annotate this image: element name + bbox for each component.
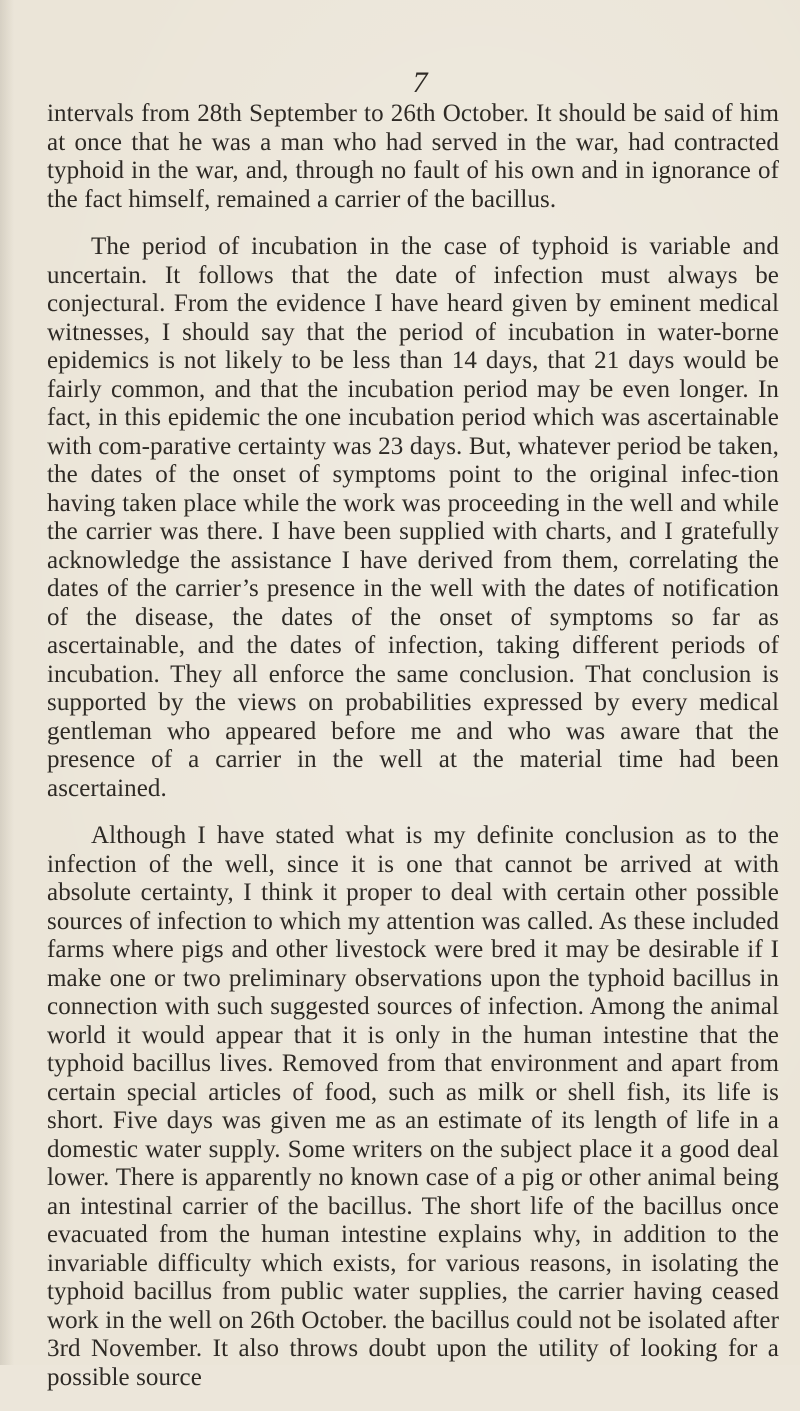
paragraph-2: The period of incubation in the case of typhoid is variable and uncertain. It follows that the date of infection must always be conjectural. From the evidence I have heard given by eminent medical witnesses, I should say that the period of incubation in water-borne epidemics is not likely to be less than 14 days, that 21 days would be fairly common, and that the incubation period may be even longer. In fact, in this epidemic the one incubation period which was ascertainable with com-parative certainty was 23 days. But, whatever period be taken, the dates of the onset of symptoms point to the original infec-tion having taken place while the work was proceeding in the well and while the carrier was there. I have been supplied with charts, and I gratefully acknowledge the assistance I have derived from them, correlating the dates of the carrier’s presence in the well with the dates of notification of the disease, the dates of the onset of symptoms so far as ascertainable, and the dates of infection, taking different periods of incubation. They all enforce the same conclusion. That conclusion is supported by the views on probabilities expressed by every medical gentleman who appeared before me and who was aware that the presence of a carrier in the well at the material time had been ascertained. (47, 233, 779, 802)
paragraph-1: intervals from 28th September to 26th October. It should be said of him at once that he was a man who had served in the war, had contracted typhoid in the war, and, through no fault of his own and in ignorance of the fact himself, remained a carrier of the bacillus. (47, 100, 779, 213)
paragraph-3: Although I have stated what is my definite conclusion as to the infection of the well, since it is one that cannot be arrived at with absolute certainty, I think it proper to deal with certain other possible sources of infection to which my attention was called. As these included farms where pigs and other livestock were bred it may be desirable if I make one or two preliminary observations upon the typhoid bacillus in connection with such suggested sources of infection. Among the animal world it would appear that it is only in the human intestine that the typhoid bacillus lives. Removed from that environment and apart from certain special articles of food, such as milk or shell fish, its life is short. Five days was given me as an estimate of its length of life in a domestic water supply. Some writers on the subject place it a good deal lower. There is apparently no known case of a pig or other animal being an intestinal carrier of the bacillus. The short life of the bacillus once evacuated from the human intestine explains why, in addition to the invariable difficulty which exists, for various reasons, in isolating the typhoid bacillus from public water supplies, the carrier having ceased work in the well on 26th October. the bacillus could not be isolated after 3rd November. It also throws doubt upon the utility of looking for a possible source (47, 822, 779, 1391)
page-number: 7 (412, 66, 428, 99)
page-edge-shadow (0, 0, 14, 1365)
body-text (47, 100, 779, 1411)
